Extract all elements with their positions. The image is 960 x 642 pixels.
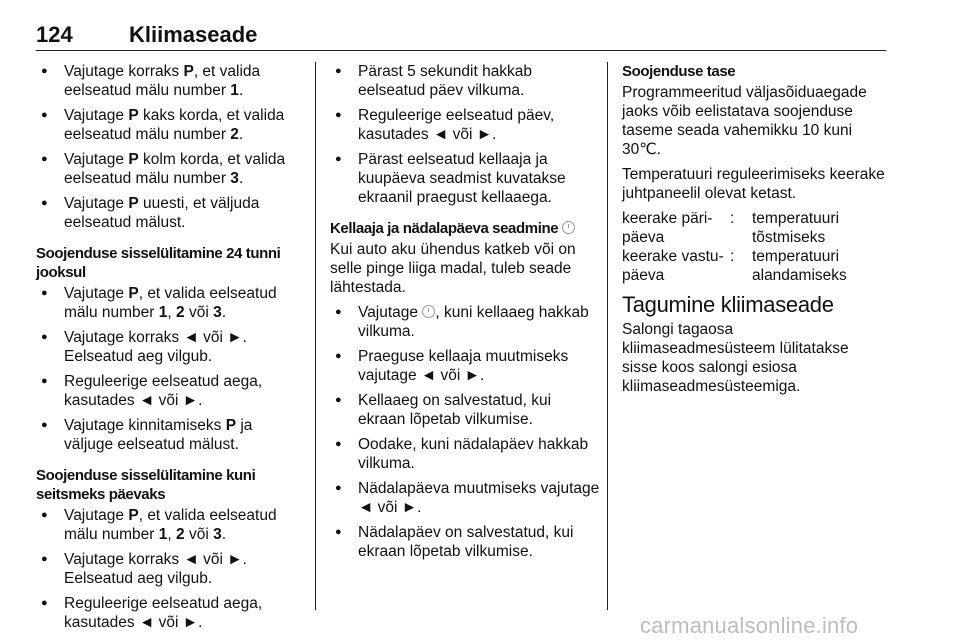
list-item: ● Vajutage kinnitamiseks P ja väljuge eelseatud mälust.	[36, 416, 300, 454]
section-heading-heat-level: Soojenduse tase	[622, 63, 736, 80]
list-item: ● Reguleerige eelseatud päev, kasutades ◄ või ►.	[330, 106, 600, 144]
list-item: ● Pärast 5 sekundit hakkab eelseatud päev vilkuma.	[330, 62, 600, 100]
section-heading-rear-ac: Tagumine kliimaseade	[622, 292, 834, 317]
list-item: ● Vajutage korraks ◄ või ►. Eelseatud aeg vilgub.	[36, 328, 300, 366]
column-divider-2	[607, 62, 608, 610]
section-heading-7days: Soojenduse sisselülitamine kuni seitsmeks päevaks	[36, 467, 256, 503]
list-item: ● Reguleerige eelseatud aega, kasutades ◄ või ►.	[36, 594, 300, 632]
clock-icon	[422, 305, 435, 318]
list-item: ● Vajutage P, et valida eelseatud mälu number 1, 2 või 3.	[36, 284, 300, 322]
definition-table	[622, 209, 886, 285]
list-item: ● Vajutage P kaks korda, et valida eelseatud mälu number 2.	[36, 106, 300, 144]
table-desc: temperatuuri alandamiseks	[752, 248, 847, 284]
list-item: ● Vajutage , kuni kellaaeg hakkab vilkuma.	[330, 303, 600, 341]
watermark: carmanualsonline.info	[640, 613, 859, 638]
paragraph: Salongi tagaosa kliimaseadmesüsteem lülitatakse sisse koos salongi esiosa kliimaseadmesüsteemiga.	[622, 321, 849, 395]
table-separator: :	[730, 210, 735, 227]
list-item: ● Vajutage P kolm korda, et valida eelseatud mälu number 3.	[36, 150, 300, 188]
list-item: ● Kellaaeg on salvestatud, kui ekraan lõpetab vilkumise.	[330, 391, 600, 429]
heating-7days-list	[36, 506, 300, 632]
clock-icon	[562, 221, 575, 234]
heating-24h-list	[36, 284, 300, 454]
section-heading-clock: Kellaaja ja nädalapäeva seadmine	[330, 219, 600, 238]
list-item: ● Nädalapäev on salvestatud, kui ekraan lõpetab vilkumise.	[330, 523, 600, 561]
table-separator: :	[730, 248, 735, 265]
list-item: ● Vajutage P uuesti, et väljuda eelseatud mälust.	[36, 194, 300, 232]
header-divider	[36, 50, 886, 51]
table-desc: temperatuuri tõstmiseks	[752, 210, 840, 246]
list-item: ● Nädalapäeva muutmiseks vajutage ◄ või ►.	[330, 479, 600, 517]
list-item: ● Reguleerige eelseatud aega, kasutades ◄ või ►.	[36, 372, 300, 410]
column-divider-1	[315, 62, 316, 610]
section-heading-24h: Soojenduse sisselülitamine 24 tunni jooksul	[36, 245, 281, 281]
column-2	[330, 62, 600, 567]
list-item: ● Pärast eelseatud kellaaja ja kuupäeva seadmist kuvatakse ekraanil praegust kellaaega.	[330, 150, 600, 207]
list-item: ● Praeguse kellaaja muutmiseks vajutage ◄ või ►.	[330, 347, 600, 385]
column-3	[622, 62, 886, 402]
list-item: ● Vajutage korraks ◄ või ►. Eelseatud aeg vilgub.	[36, 550, 300, 588]
paragraph: Temperatuuri reguleerimiseks keerake juhtpaneelil olevat ketast.	[622, 166, 885, 202]
paragraph: Kui auto aku ühendus katkeb või on selle pinge liiga madal, tuleb seade lähtestada.	[330, 241, 576, 296]
list-item: ● Vajutage P, et valida eelseatud mälu number 1, 2 või 3.	[36, 506, 300, 544]
column-1	[36, 62, 300, 638]
day-set-list	[330, 62, 600, 207]
clock-set-list	[330, 303, 600, 561]
table-term: keerake päri- päeva	[622, 210, 713, 246]
paragraph: Programmeeritud väljasõiduaegade jaoks võib eelistatava soojenduse taseme seada vahemikku 10 kuni 30℃.	[622, 84, 867, 158]
page-header	[36, 22, 886, 52]
list-item: ● Vajutage korraks P, et valida eelseatud mälu number 1.	[36, 62, 300, 100]
list-item: ● Oodake, kuni nädalapäev hakkab vilkuma.	[330, 435, 600, 473]
table-term: keerake vastu- päeva	[622, 248, 724, 284]
page-title: Kliimaseade	[129, 22, 258, 47]
memory-select-list	[36, 62, 300, 232]
page-number: 124	[36, 22, 73, 47]
